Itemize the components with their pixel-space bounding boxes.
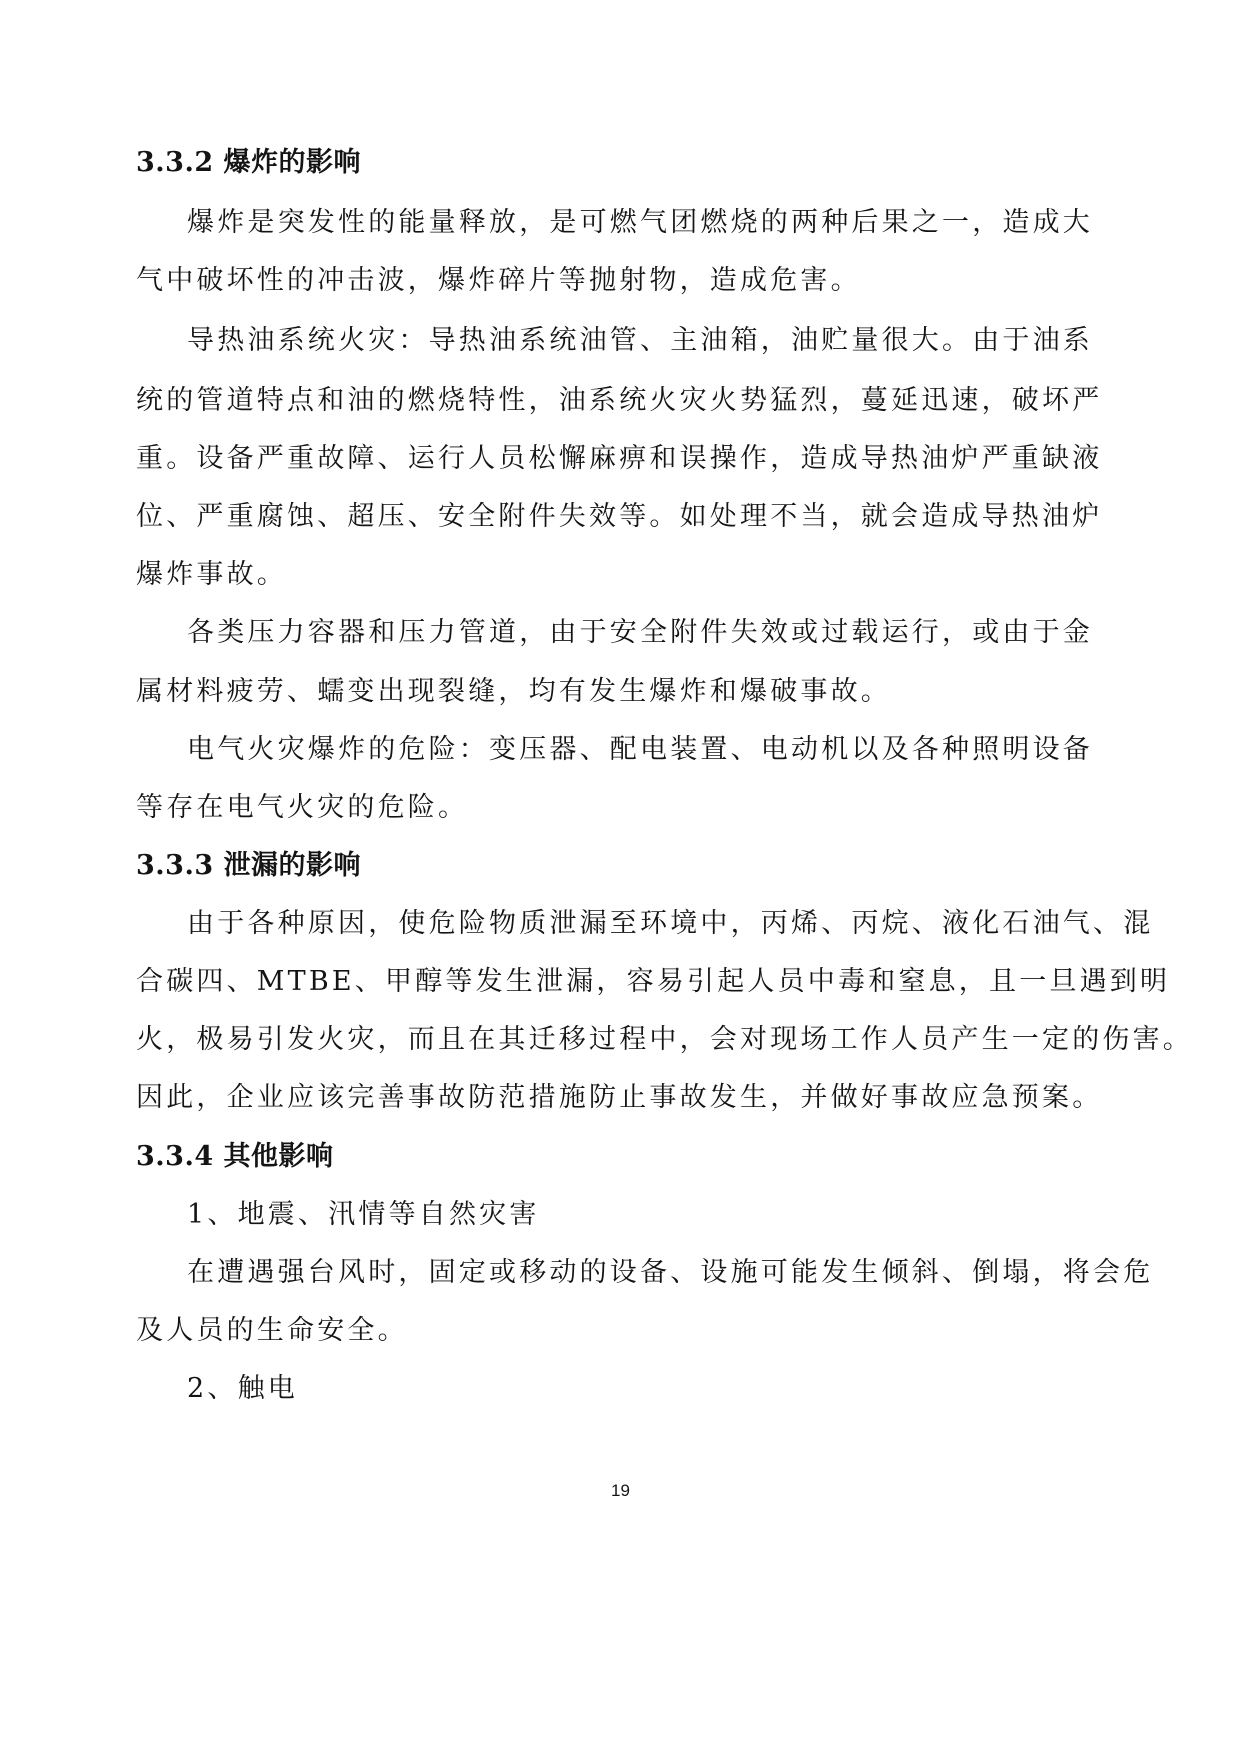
paragraph-line: 重。设备严重故障、运行人员松懈麻痹和误操作，造成导热油炉严重缺液: [136, 443, 1103, 474]
paragraph-line: 各类压力容器和压力管道，由于安全附件失效或过载运行，或由于金: [187, 617, 1093, 648]
page-number: 19: [611, 1481, 630, 1500]
paragraph-line: 导热油系统火灾：导热油系统油管、主油箱，油贮量很大。由于油系: [187, 325, 1093, 356]
paragraph-line: 等存在电气火灾的危险。: [136, 792, 469, 823]
paragraph-line: 合碳四、MTBE、甲醇等发生泄漏，容易引起人员中毒和窒息，且一旦遇到明: [136, 966, 1171, 997]
paragraph-line: 电气火灾爆炸的危险：变压器、配电装置、电动机以及各种照明设备: [187, 734, 1093, 765]
paragraph-line: 爆炸事故。: [136, 559, 287, 590]
list-item: 2、触电: [187, 1373, 298, 1404]
paragraph-line: 因此，企业应该完善事故防范措施防止事故发生，并做好事故应急预案。: [136, 1082, 1103, 1113]
paragraph-line: 在遭遇强台风时，固定或移动的设备、设施可能发生倾斜、倒塌，将会危: [187, 1257, 1154, 1288]
paragraph-line: 属材料疲劳、蠕变出现裂缝，均有发生爆炸和爆破事故。: [136, 676, 891, 707]
list-item: 1、地震、汛情等自然灾害: [187, 1199, 540, 1230]
heading-3-3-2: 3.3.2 爆炸的影响: [136, 147, 362, 178]
heading-3-3-4: 3.3.4 其他影响: [136, 1141, 334, 1172]
paragraph-line: 由于各种原因，使危险物质泄漏至环境中，丙烯、丙烷、液化石油气、混: [187, 908, 1154, 939]
paragraph-line: 气中破坏性的冲击波，爆炸碎片等抛射物，造成危害。: [136, 265, 861, 296]
paragraph-line: 火，极易引发火灾，而且在其迁移过程中，会对现场工作人员产生一定的伤害。: [136, 1024, 1193, 1055]
heading-3-3-3: 3.3.3 泄漏的影响: [136, 850, 362, 881]
paragraph-line: 位、严重腐蚀、超压、安全附件失效等。如处理不当，就会造成导热油炉: [136, 501, 1103, 532]
paragraph-line: 统的管道特点和油的燃烧特性，油系统火灾火势猛烈，蔓延迅速，破坏严: [136, 385, 1103, 416]
paragraph-line: 及人员的生命安全。: [136, 1315, 408, 1346]
paragraph-line: 爆炸是突发性的能量释放，是可燃气团燃烧的两种后果之一，造成大: [187, 207, 1093, 238]
